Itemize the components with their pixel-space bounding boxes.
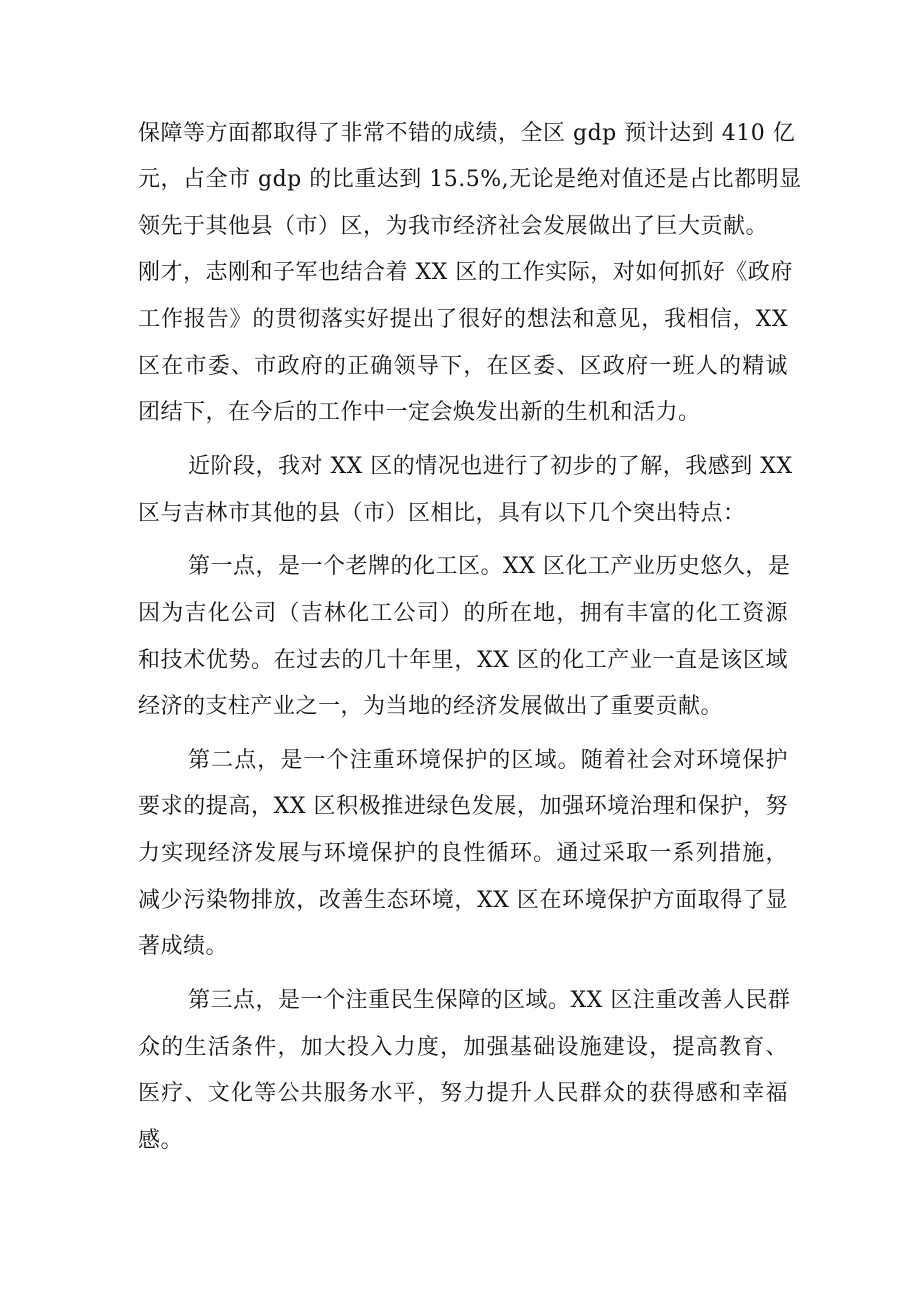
text-line: 工作报告》的贯彻落实好提出了很好的想法和意见，我相信，XX [138,307,788,332]
text-line: 著成绩。 [138,934,229,959]
text-line: 领先于其他县（市）区，为我市经济社会发展做出了巨大贡献。 [138,214,769,239]
text-line: 区与吉林市其他的县（市）区相比，具有以下几个突出特点： [138,501,746,526]
paragraph-first-line: 第一点，是一个老牌的化工区。XX 区化工产业历史悠久，是 [188,554,791,579]
text-line: 团结下，在今后的工作中一定会焕发出新的生机和活力。 [138,400,701,425]
text-line: 众的生活条件，加大投入力度，加强基础设施建设，提高教育、 [138,1035,788,1060]
paragraph-first-line: 近阶段，我对 XX 区的情况也进行了初步的了解，我感到 XX [188,454,793,479]
text-line: 经济的支柱产业之一，为当地的经济发展做出了重要贡献。 [138,694,724,719]
text-line: 医疗、文化等公共服务水平，努力提升人民群众的获得感和幸福 [138,1081,788,1106]
paragraph-first-line: 第二点，是一个注重环境保护的区域。随着社会对环境保护 [188,748,788,773]
text-line: 区在市委、市政府的正确领导下，在区委、区政府一班人的精诚 [138,354,788,379]
text-line: 刚才，志刚和子军也结合着 XX 区的工作实际，对如何抓好《政府 [138,260,793,285]
text-line: 力实现经济发展与环境保护的良性循环。通过采取一系列措施， [138,841,788,866]
paragraph-first-line: 第三点，是一个注重民生保障的区域。XX 区注重改善人民群 [188,988,791,1013]
text-line: 和技术优势。在过去的几十年里，XX 区的化工产业一直是该区域 [138,648,788,673]
text-line: 保障等方面都取得了非常不错的成绩，全区 gdp 预计达到 410 亿 [138,121,796,146]
text-line: 减少污染物排放，改善生态环境，XX 区在环境保护方面取得了显 [138,888,788,913]
text-line: 要求的提高，XX 区积极推进绿色发展，加强环境治理和保护，努 [138,794,788,819]
text-line: 元，占全市 gdp 的比重达到 15.5%,无论是绝对值还是占比都明显 [138,167,802,192]
text-line: 因为吉化公司（吉林化工公司）的所在地，拥有丰富的化工资源 [138,601,788,626]
text-line: 感。 [138,1128,184,1153]
